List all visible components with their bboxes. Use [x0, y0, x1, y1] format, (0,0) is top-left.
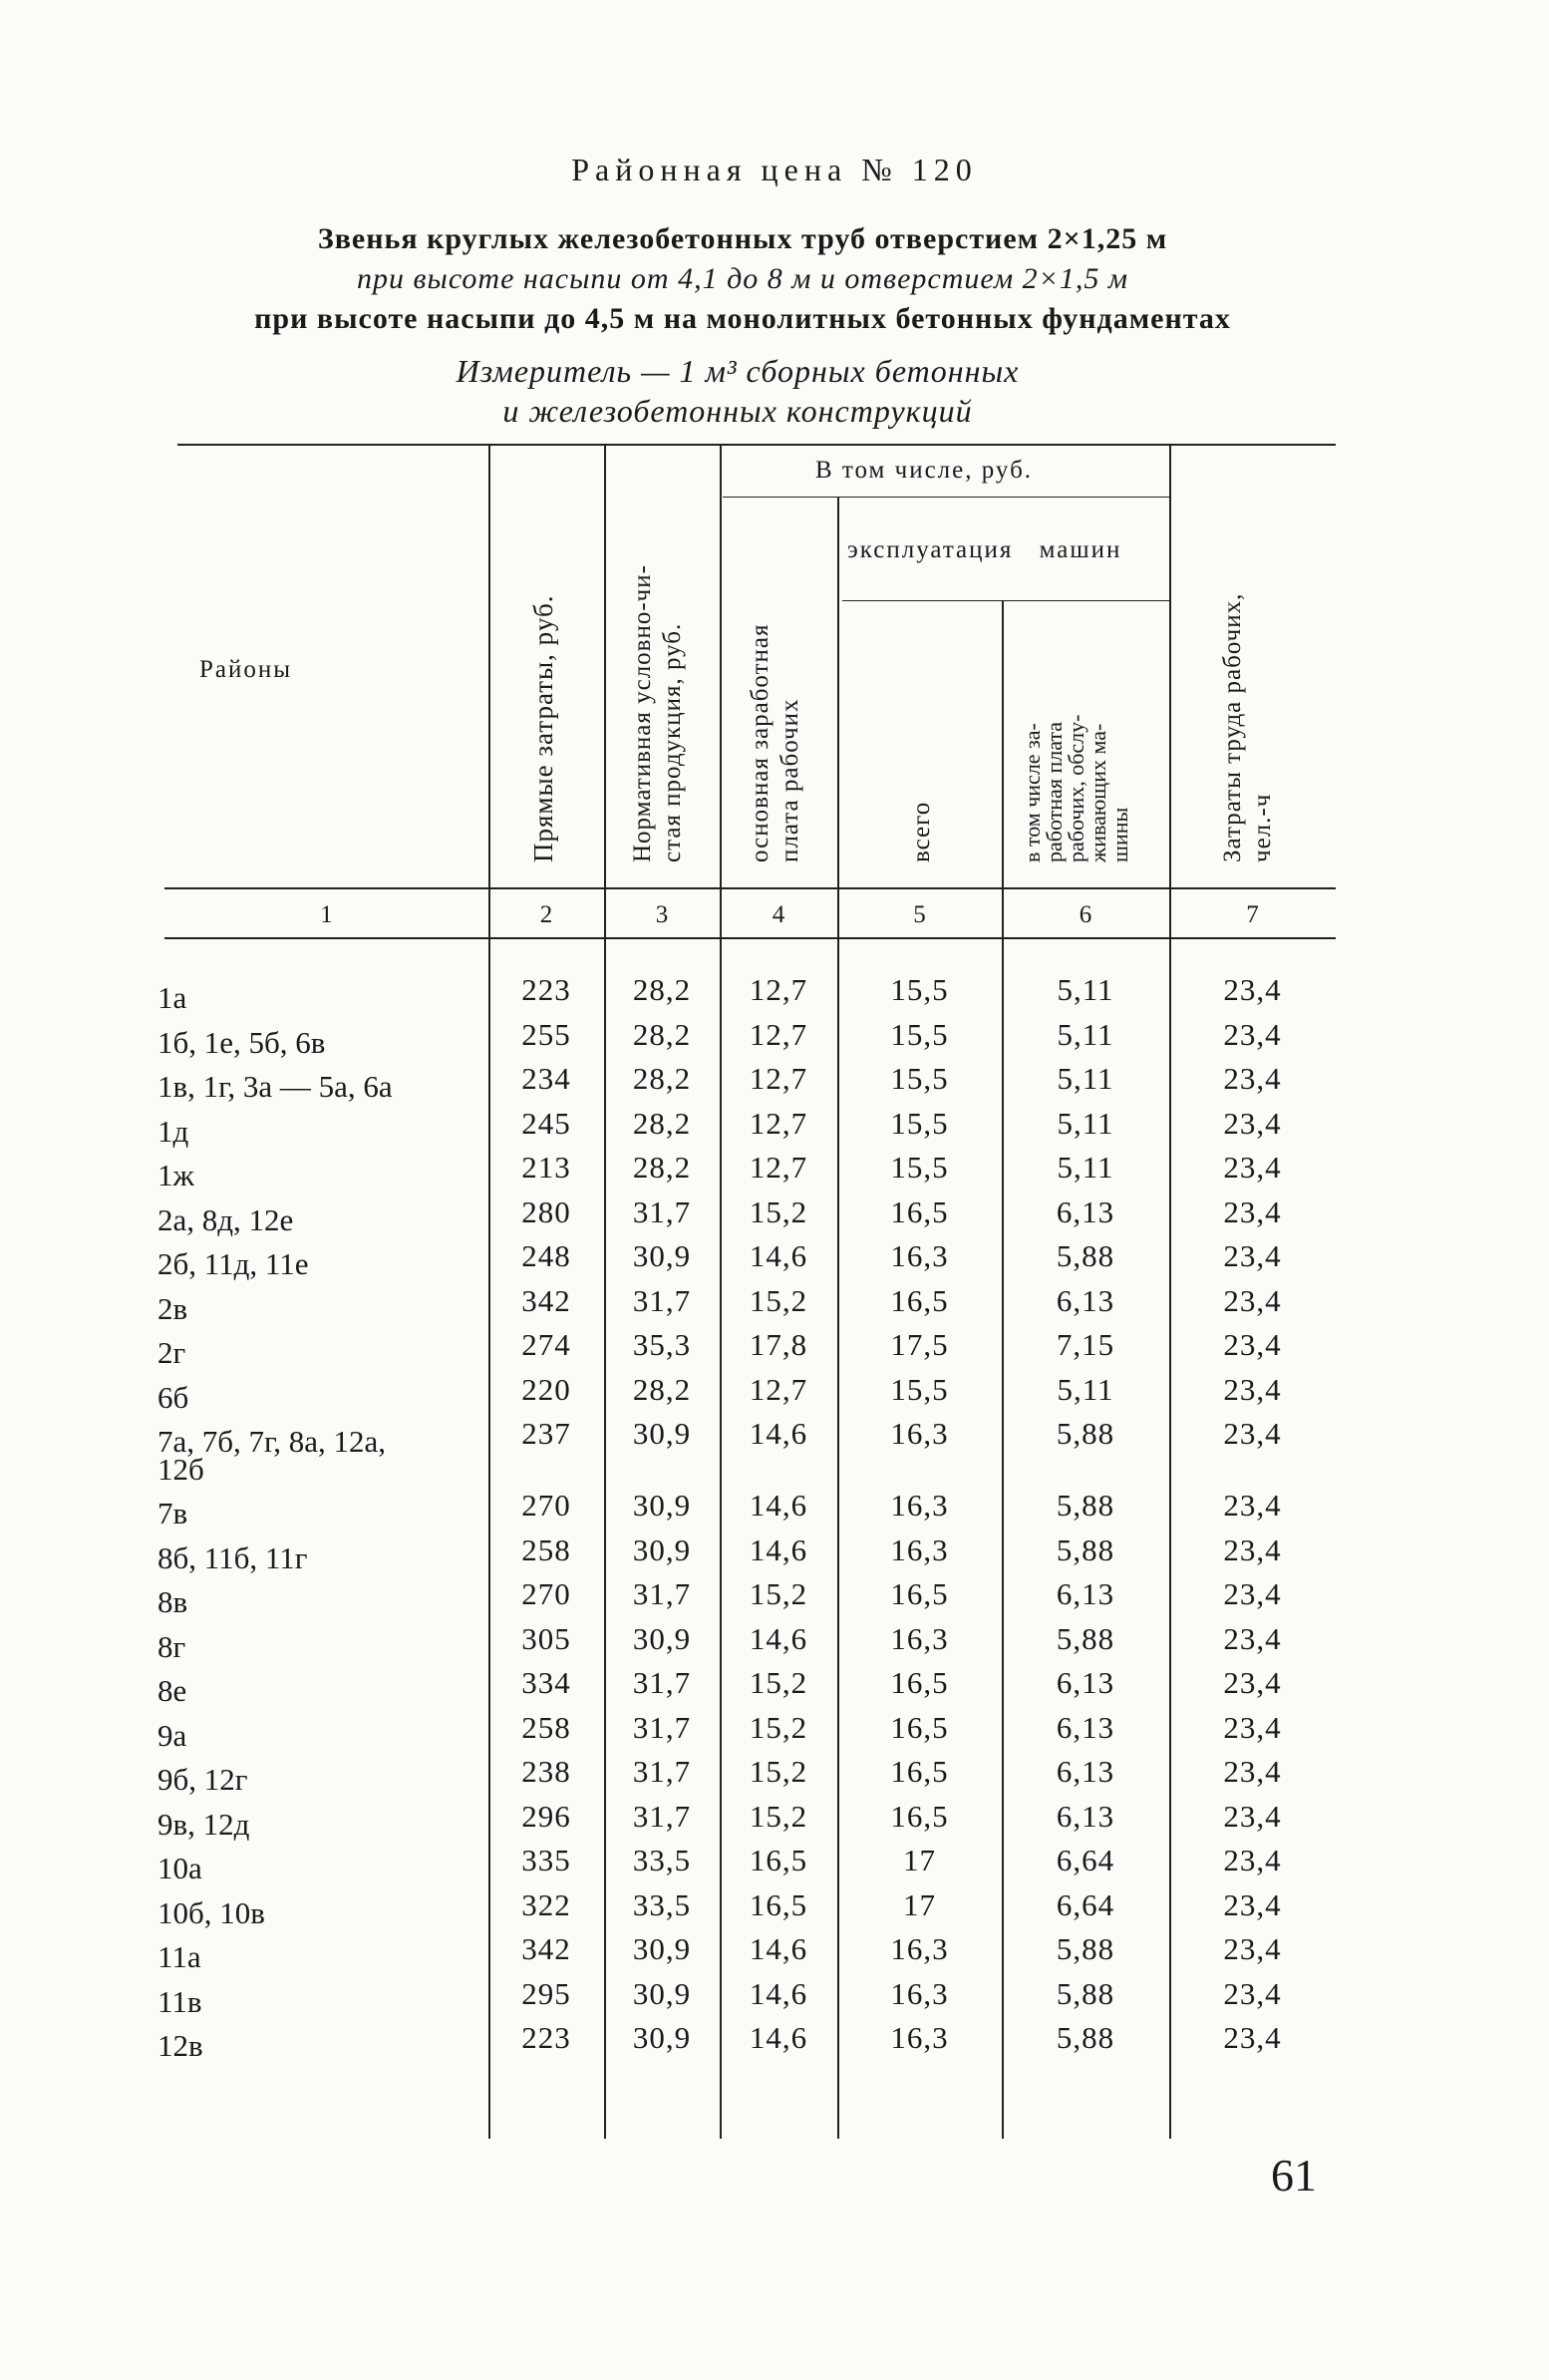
value-cell: 28,2: [632, 1105, 692, 1141]
region-cell: 9б, 12г: [157, 1762, 248, 1797]
value-cell: 23,4: [1223, 1488, 1282, 1523]
header-total-label: всего: [908, 801, 935, 862]
value-cell: 16,3: [890, 1931, 949, 1966]
header-machine-wage-line-1: в том числе за-: [1020, 723, 1045, 862]
value-cell: 14,6: [749, 1531, 808, 1567]
value-cell: 23,4: [1223, 1282, 1282, 1318]
region-cell: 6б: [157, 1379, 189, 1415]
value-cell: 16,3: [890, 1416, 949, 1451]
value-cell: 12,7: [749, 1371, 808, 1407]
value-cell: 6,13: [1056, 1576, 1115, 1611]
header-machine-wage-line-2: работная плата: [1042, 721, 1067, 862]
value-cell: 14,6: [749, 2020, 808, 2055]
value-cell: 30,9: [632, 2020, 692, 2055]
header-bottom-rule: [164, 887, 1336, 889]
value-cell: 322: [521, 1886, 571, 1922]
value-cell: 5,11: [1057, 1105, 1114, 1141]
header-machine-wage: [1022, 608, 1131, 862]
value-cell: 31,7: [632, 1754, 692, 1789]
value-cell: 23,4: [1223, 1371, 1282, 1407]
region-cell: 8в: [157, 1584, 188, 1619]
value-cell: 237: [521, 1416, 571, 1451]
value-cell: 5,88: [1056, 1975, 1115, 2011]
value-cell: 17,5: [890, 1327, 949, 1362]
value-cell: 23,4: [1223, 1061, 1282, 1096]
region-cell: 7а, 7б, 7г, 8а, 12а,: [157, 1424, 387, 1459]
region-cell: 2б, 11д, 11е: [157, 1246, 309, 1281]
value-cell: 35,3: [632, 1327, 692, 1362]
region-cell: 8б, 11б, 11г: [157, 1539, 308, 1575]
region-cell: 1б, 1е, 5б, 6в: [157, 1024, 326, 1060]
region-cell: 1в, 1г, 3а — 5а, 6а: [157, 1069, 393, 1104]
value-cell: 14,6: [749, 1620, 808, 1656]
value-cell: 31,7: [632, 1282, 692, 1318]
value-cell: 296: [521, 1798, 571, 1834]
region-cell: 2а, 8д, 12е: [157, 1201, 294, 1237]
value-cell: 23,4: [1223, 1843, 1282, 1877]
value-cell: 30,9: [632, 1975, 692, 2011]
value-cell: 220: [521, 1371, 571, 1407]
value-cell: 28,2: [632, 972, 692, 1007]
column-number-3: 3: [655, 901, 669, 928]
value-cell: 30,9: [632, 1620, 692, 1656]
subtitle-line-3: при высоте насыпи до 4,5 м на монолитных бетонных фундаментах: [254, 302, 1231, 335]
value-cell: 31,7: [632, 1665, 692, 1700]
value-cell: 234: [521, 1061, 571, 1096]
region-cell: 11в: [157, 1983, 202, 2019]
value-cell: 16,5: [890, 1193, 949, 1229]
header-base-wage-line-1: основная заработная: [747, 623, 774, 862]
value-cell: 6,64: [1056, 1843, 1115, 1877]
table-top-rule: [177, 444, 1336, 446]
value-cell: 23,4: [1223, 1931, 1282, 1966]
value-cell: 30,9: [632, 1416, 692, 1451]
region-cell: 8г: [157, 1628, 186, 1664]
value-cell: 15,2: [749, 1798, 808, 1834]
value-cell: 5,88: [1056, 1488, 1115, 1523]
region-cell: 2г: [157, 1335, 186, 1370]
region-cell: 10а: [157, 1851, 202, 1885]
value-cell: 15,2: [749, 1282, 808, 1318]
value-cell: 30,9: [632, 1531, 692, 1567]
table-subtitle: [140, 219, 1346, 339]
value-cell: 223: [521, 2020, 571, 2055]
value-cell: 12,7: [749, 1016, 808, 1052]
value-cell: 6,13: [1056, 1193, 1115, 1229]
value-cell: 23,4: [1223, 1886, 1282, 1922]
value-cell: 270: [521, 1576, 571, 1611]
value-cell: 31,7: [632, 1193, 692, 1229]
region-cell-continuation: 12б: [157, 1452, 204, 1487]
value-cell: 23,4: [1223, 1975, 1282, 2011]
header-direct-costs-label: Прямые затраты, руб.: [528, 594, 558, 862]
value-cell: 5,88: [1056, 1416, 1115, 1451]
region-cell: 10б, 10в: [157, 1894, 265, 1930]
including-rule: [723, 497, 1171, 498]
page-title: Районная цена № 120: [571, 152, 978, 187]
value-cell: 342: [521, 1931, 571, 1966]
value-cell: 15,5: [890, 1016, 949, 1052]
value-cell: 342: [521, 1282, 571, 1318]
value-cell: 248: [521, 1238, 571, 1273]
value-cell: 15,2: [749, 1754, 808, 1789]
value-cell: 258: [521, 1531, 571, 1567]
region-cell: 9а: [157, 1717, 187, 1753]
header-labor: [1218, 449, 1278, 862]
value-cell: 23,4: [1223, 1416, 1282, 1451]
value-cell: 305: [521, 1620, 571, 1656]
value-cell: 15,2: [749, 1665, 808, 1700]
value-cell: 245: [521, 1105, 571, 1141]
value-cell: 5,11: [1057, 1061, 1114, 1096]
value-cell: 6,13: [1056, 1754, 1115, 1789]
unit-of-measure: [329, 351, 1146, 431]
value-cell: 30,9: [632, 1488, 692, 1523]
region-cell: 8е: [157, 1673, 187, 1708]
value-cell: 15,5: [890, 1061, 949, 1096]
value-cell: 14,6: [749, 1238, 808, 1273]
subtitle-line-2: при высоте насыпи от 4,1 до 8 м и отверстием 2×1,5 м: [357, 262, 1128, 295]
column-number-7: 7: [1246, 901, 1259, 928]
value-cell: 28,2: [632, 1371, 692, 1407]
region-cell: 7в: [157, 1496, 188, 1530]
value-cell: 28,2: [632, 1061, 692, 1096]
value-cell: 33,5: [632, 1843, 692, 1877]
column-numbers-rule: [164, 937, 1336, 939]
value-cell: 30,9: [632, 1238, 692, 1273]
value-cell: 16,3: [890, 1975, 949, 2011]
value-cell: 6,13: [1056, 1709, 1115, 1745]
region-cell: 1ж: [157, 1158, 194, 1192]
column-number-4: 4: [772, 901, 785, 928]
measure-line-2: и железобетонных конструкций: [502, 393, 973, 429]
value-cell: 23,4: [1223, 1620, 1282, 1656]
value-cell: 33,5: [632, 1886, 692, 1922]
column-number-5: 5: [913, 901, 926, 928]
value-cell: 5,88: [1056, 1931, 1115, 1966]
value-cell: 17: [903, 1843, 936, 1877]
value-cell: 14,6: [749, 1416, 808, 1451]
header-machine-wage-line-5: шины: [1107, 807, 1132, 862]
value-cell: 280: [521, 1193, 571, 1229]
value-cell: 14,6: [749, 1488, 808, 1523]
value-cell: 16,5: [890, 1798, 949, 1834]
region-cell: 1д: [157, 1113, 189, 1149]
header-machines: эксплуатация машин: [847, 536, 1122, 563]
value-cell: 15,2: [749, 1193, 808, 1229]
column-number-6: 6: [1079, 901, 1092, 928]
value-cell: 255: [521, 1016, 571, 1052]
value-cell: 17,8: [749, 1327, 808, 1362]
value-cell: 31,7: [632, 1576, 692, 1611]
value-cell: 12,7: [749, 972, 808, 1007]
region-cell: 9в, 12д: [157, 1806, 250, 1842]
value-cell: 23,4: [1223, 1531, 1282, 1567]
column-number-2: 2: [539, 901, 553, 928]
value-cell: 213: [521, 1150, 571, 1185]
value-cell: 16,5: [749, 1886, 808, 1922]
value-cell: 7,15: [1056, 1327, 1115, 1362]
value-cell: 23,4: [1223, 1798, 1282, 1834]
header-base-wage-line-2: плата рабочих: [776, 698, 803, 862]
value-cell: 335: [521, 1843, 571, 1877]
value-cell: 28,2: [632, 1016, 692, 1052]
value-cell: 23,4: [1223, 1150, 1282, 1185]
value-cell: 15,5: [890, 972, 949, 1007]
value-cell: 5,11: [1057, 1016, 1114, 1052]
value-cell: 5,88: [1056, 2020, 1115, 2055]
value-cell: 258: [521, 1709, 571, 1745]
machines-rule: [842, 600, 1171, 601]
value-cell: 274: [521, 1327, 571, 1362]
value-cell: 23,4: [1223, 1016, 1282, 1052]
value-cell: 23,4: [1223, 972, 1282, 1007]
measure-line-1: Измеритель — 1 м³ сборных бетонных: [456, 353, 1020, 389]
header-total: [907, 778, 937, 862]
value-cell: 6,13: [1056, 1798, 1115, 1834]
value-cell: 5,11: [1057, 972, 1114, 1007]
value-cell: 223: [521, 972, 571, 1007]
value-cell: 23,4: [1223, 1665, 1282, 1700]
subtitle-line-1: Звенья круглых железобетонных труб отверстием 2×1,25 м: [317, 222, 1168, 255]
value-cell: 14,6: [749, 1975, 808, 2011]
value-cell: 5,88: [1056, 1238, 1115, 1273]
value-cell: 238: [521, 1754, 571, 1789]
value-cell: 16,3: [890, 1238, 949, 1273]
value-cell: 5,88: [1056, 1531, 1115, 1567]
page-number: 61: [1271, 2150, 1317, 2201]
value-cell: 6,13: [1056, 1665, 1115, 1700]
value-cell: 16,3: [890, 1488, 949, 1523]
value-cell: 334: [521, 1665, 571, 1700]
value-cell: 16,5: [890, 1576, 949, 1611]
value-cell: 5,11: [1057, 1371, 1114, 1407]
region-cell: 2в: [157, 1290, 188, 1326]
value-cell: 23,4: [1223, 1193, 1282, 1229]
header-direct-costs: [528, 518, 558, 862]
value-cell: 5,11: [1057, 1150, 1114, 1185]
value-cell: 30,9: [632, 1931, 692, 1966]
value-cell: 12,7: [749, 1150, 808, 1185]
header-labor-line-2: чел.-ч: [1249, 793, 1276, 862]
value-cell: 23,4: [1223, 1238, 1282, 1273]
header-net-product-line-1: Нормативная условно-чи-: [629, 564, 656, 862]
header-labor-line-1: Затраты труда рабочих,: [1219, 592, 1246, 862]
header-machine-wage-line-3: рабочих, обслу-: [1064, 714, 1088, 862]
value-cell: 16,5: [749, 1843, 808, 1877]
value-cell: 15,5: [890, 1371, 949, 1407]
value-cell: 12,7: [749, 1061, 808, 1096]
value-cell: 16,3: [890, 2020, 949, 2055]
value-cell: 23,4: [1223, 1105, 1282, 1141]
column-number-1: 1: [320, 901, 333, 928]
value-cell: 16,3: [890, 1531, 949, 1567]
value-cell: 15,2: [749, 1576, 808, 1611]
value-cell: 31,7: [632, 1709, 692, 1745]
value-cell: 14,6: [749, 1931, 808, 1966]
value-cell: 16,5: [890, 1282, 949, 1318]
value-cell: 23,4: [1223, 1709, 1282, 1745]
value-cell: 16,5: [890, 1709, 949, 1745]
value-cell: 28,2: [632, 1150, 692, 1185]
header-including: В том числе, руб.: [815, 457, 1034, 484]
value-cell: 16,5: [890, 1754, 949, 1789]
header-base-wage: [746, 504, 805, 862]
value-cell: 6,64: [1056, 1886, 1115, 1922]
header-net-product-line-2: стая продукция, руб.: [659, 622, 686, 862]
value-cell: 23,4: [1223, 1327, 1282, 1362]
value-cell: 31,7: [632, 1798, 692, 1834]
region-cell: 1а: [157, 980, 187, 1015]
value-cell: 23,4: [1223, 1576, 1282, 1611]
value-cell: 295: [521, 1975, 571, 2011]
region-cell: 12в: [157, 2028, 203, 2063]
header-machine-wage-line-4: живающих ма-: [1085, 723, 1110, 862]
value-cell: 17: [903, 1886, 936, 1922]
header-regions: Районы: [199, 656, 293, 683]
value-cell: 270: [521, 1488, 571, 1523]
value-cell: 16,3: [890, 1620, 949, 1656]
value-cell: 15,2: [749, 1709, 808, 1745]
value-cell: 5,88: [1056, 1620, 1115, 1656]
value-cell: 23,4: [1223, 2020, 1282, 2055]
value-cell: 15,5: [890, 1150, 949, 1185]
value-cell: 23,4: [1223, 1754, 1282, 1789]
value-cell: 6,13: [1056, 1282, 1115, 1318]
header-net-product: [628, 449, 688, 862]
region-cell: 11а: [157, 1939, 201, 1974]
value-cell: 16,5: [890, 1665, 949, 1700]
value-cell: 15,5: [890, 1105, 949, 1141]
value-cell: 12,7: [749, 1105, 808, 1141]
